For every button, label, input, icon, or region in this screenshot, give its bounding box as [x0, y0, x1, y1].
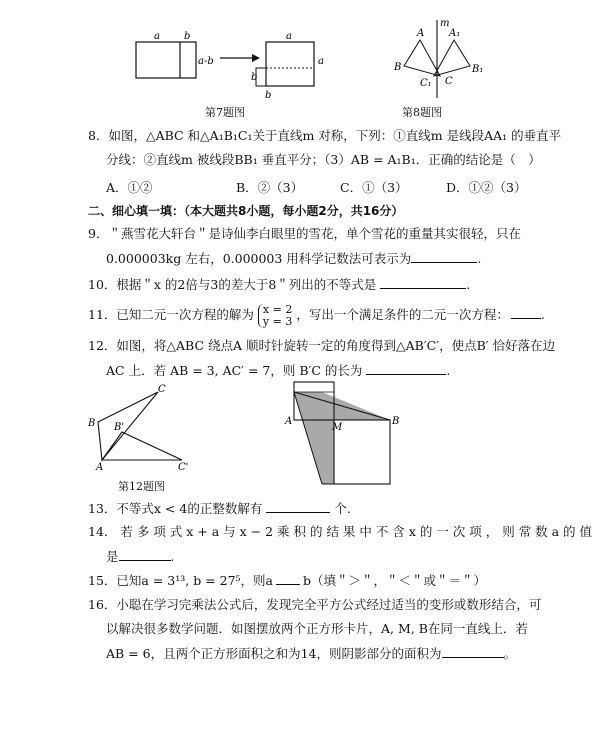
- q12-line2: [106, 362, 450, 379]
- fig7-label-b: b: [184, 31, 191, 42]
- q13-text: 13．不等式x < 4的正整数解有: [88, 501, 263, 516]
- figure-8: [390, 14, 500, 104]
- q9-line2: [106, 250, 481, 267]
- fig16-label-M: M: [332, 422, 343, 433]
- q11-sys-y: y = 3: [262, 314, 293, 328]
- q16-line1: 16．小聪在学习完乘法公式后，发现完全平方公式经过适当的变形或数形结合，可: [88, 597, 542, 612]
- fig7-label-a-top-right: a: [286, 31, 292, 42]
- section-2-heading: 二、细心填一填：（本大题共8小题，每小题2分，共16分）: [88, 204, 404, 218]
- q14-line2-text: 是: [106, 549, 119, 564]
- q15-answer-blank[interactable]: [276, 572, 300, 585]
- q14-line1: 14． 若 多 项 式 x + a 与 x − 2 乘 积 的 结 果 中 不 含 x 的 一 次 项 ， 则 常 数 a 的 值: [88, 524, 593, 539]
- q16-line3-text: AB = 6，且两个正方形面积之和为14，则阴影部分的面积为: [106, 646, 442, 661]
- q14-end: .: [170, 549, 175, 564]
- q12-line2-text: AC 上．若 AB = 3, AC′ = 7，则 B′C 的长为: [106, 363, 363, 378]
- fig8-label-m: m: [440, 18, 450, 29]
- q8-option-c: C．①（3）: [340, 180, 408, 195]
- fig12-label-B-prime: B': [114, 422, 125, 433]
- q11-line: [88, 300, 545, 330]
- q10-answer-blank[interactable]: [380, 276, 466, 289]
- fig7-label-a-minus-b: a-b: [198, 56, 214, 67]
- figure-16: [284, 380, 404, 490]
- q9-end: .: [477, 251, 482, 266]
- fig8-label-A1: A₁: [449, 28, 461, 39]
- fig16-label-A: A: [285, 416, 293, 427]
- fig7-label-a: a: [154, 31, 160, 42]
- fig12-label-A: A: [96, 462, 104, 473]
- fig7-label-a-right: a: [318, 56, 324, 67]
- q8-option-b: B．②（3）: [236, 180, 304, 195]
- q9-answer-blank[interactable]: [411, 250, 477, 263]
- fig7-caption: 第7题图: [205, 106, 245, 119]
- fig8-label-B1: B₁: [472, 64, 484, 75]
- fig8-caption: 第8题图: [402, 106, 442, 119]
- q16-line3: [106, 645, 516, 662]
- fig16-label-B: B: [392, 416, 400, 427]
- fig8-label-C: C: [445, 76, 453, 87]
- q9-line2-text: 0.000003kg 左右，0.000003 用科学记数法可表示为: [106, 251, 412, 266]
- fig12-caption: 第12题图: [118, 480, 165, 493]
- fig7-label-b-left: b: [251, 72, 258, 83]
- q10-line: [88, 276, 470, 293]
- q11-after: ，写出一个满足条件的二元一次方程：: [296, 307, 509, 322]
- q16-line2: 以解决很多数学问题．如图摆放两个正方形卡片，A, M, B在同一直线上．若: [106, 621, 528, 636]
- q12-answer-blank[interactable]: [366, 362, 446, 375]
- q14-answer-blank[interactable]: [119, 548, 171, 561]
- fig12-label-C: C: [158, 384, 166, 395]
- q13-end: 个.: [334, 501, 351, 516]
- fig8-label-C1: C₁: [420, 78, 432, 89]
- figure-7: [120, 20, 340, 110]
- q8-line1: 8．如图，△ABC 和△A₁B₁C₁关于直线m 对称，下列：①直线m 是线段AA₁ 的垂直平: [88, 128, 562, 143]
- q15-text: 15．已知a = 3¹³, b = 27⁵，则a: [88, 573, 273, 588]
- q12-end: .: [446, 363, 451, 378]
- q10-end: .: [466, 277, 471, 292]
- q11-end: .: [540, 307, 545, 322]
- q13-line: [88, 500, 351, 517]
- q12-line1: 12．如图，将△ABC 绕点A 顺时针旋转一定的角度得到△AB′C′，使点B′ 恰好落在边: [88, 338, 556, 353]
- q16-answer-blank[interactable]: [442, 645, 504, 658]
- q11-sys-x: x = 2: [262, 302, 293, 316]
- q8-option-d: D．①②（3）: [446, 180, 527, 195]
- q13-answer-blank[interactable]: [266, 500, 330, 513]
- q9-line1: 9．＂燕雪花大轩台＂是诗仙李白眼里的雪花，单个雪花的重量其实很轻，只在: [88, 226, 521, 241]
- fig7-label-b-bottom: b: [265, 90, 272, 101]
- q15-after: b（填＂＞＂，＂＜＂或＂＝＂）: [303, 573, 487, 588]
- q14-line2: [106, 548, 175, 565]
- q8-option-a: A．①②: [106, 180, 153, 195]
- figure-12: [86, 380, 196, 480]
- fig12-label-C-prime: C': [178, 462, 189, 473]
- q11-answer-blank[interactable]: [511, 306, 541, 319]
- q8-line2: 分线：②直线m 被线段BB₁ 垂直平分；（3）AB = A₁B₁．正确的结论是（ ）: [106, 152, 541, 167]
- fig8-label-B: B: [394, 62, 402, 73]
- fig8-label-A: A: [417, 28, 425, 39]
- fig12-label-B: B: [88, 418, 96, 429]
- q11-text: 11．已知二元一次方程的解为: [88, 307, 254, 322]
- q10-text: 10．根据＂x 的2倍与3的差大于8＂列出的不等式是: [88, 277, 377, 292]
- q11-system: [258, 304, 292, 328]
- q15-line: [88, 572, 486, 589]
- q16-end: 。: [503, 646, 517, 661]
